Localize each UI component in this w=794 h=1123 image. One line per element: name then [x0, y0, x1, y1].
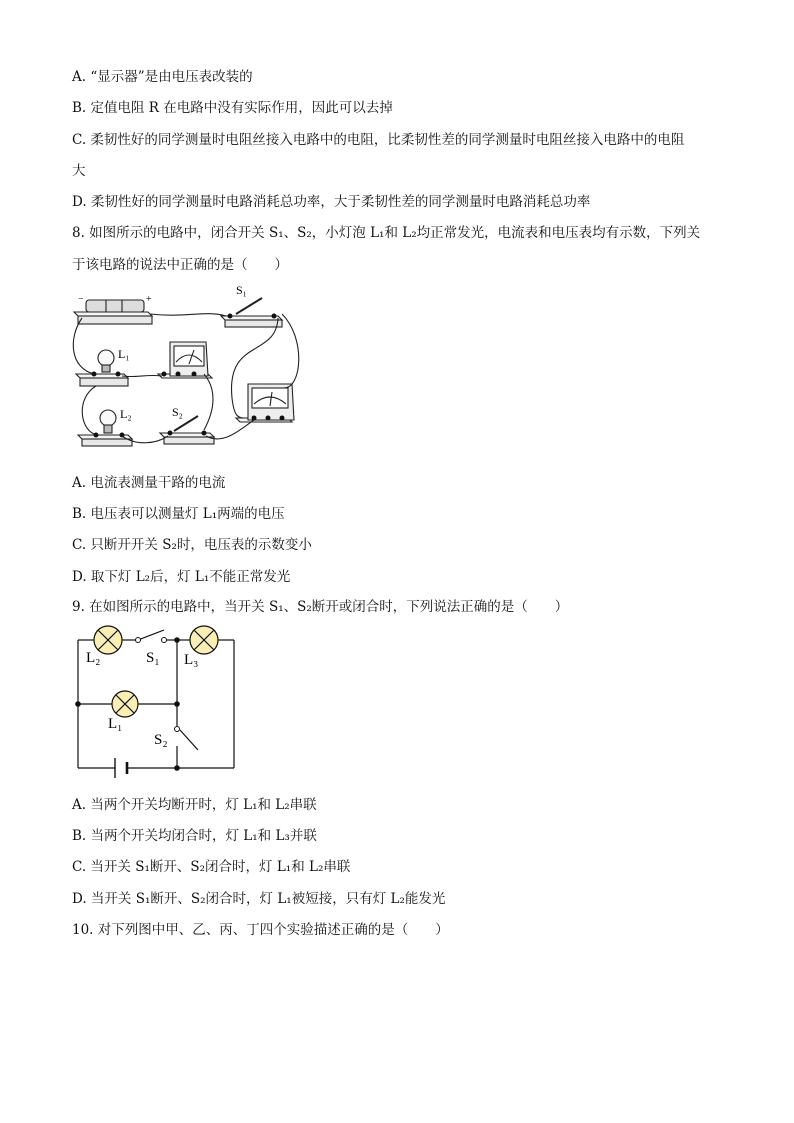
q9-option-d: D. 当开关 S₁断开、S₂闭合时，灯 L₁被短接，只有灯 L₂能发光	[72, 891, 446, 907]
q9-circuit-figure	[66, 622, 246, 780]
q8-label-l2: L₂	[120, 407, 132, 421]
q8-label-s1: S₁	[236, 283, 247, 297]
q8-circuit-figure	[66, 278, 306, 448]
q7-option-c: C. 柔韧性好的同学测量时电阻丝接入电路中的电阻，比柔韧性差的同学测量时电阻丝接入电路中的电阻	[72, 132, 685, 148]
q7-option-c-continued: 大	[72, 163, 86, 179]
lamp-l3-icon	[190, 626, 218, 654]
q8-stem-line1: 8. 如图所示的电路中，闭合开关 S₁、S₂，小灯泡 L₁和 L₂均正常发光，电流表和电压表均有示数，下列关	[72, 225, 701, 241]
q9-label-s1: S₁	[146, 650, 160, 666]
q8-label-l1: L₁	[118, 347, 130, 361]
q9-label-l2: L₂	[86, 650, 101, 666]
q7-option-b: B. 定值电阻 R 在电路中没有实际作用，因此可以去掉	[72, 100, 393, 116]
q9-label-l3: L₃	[184, 652, 199, 668]
q9-option-c: C. 当开关 S₁断开、S₂闭合时，灯 L₁和 L₂串联	[72, 859, 351, 875]
q7-option-d: D. 柔韧性好的同学测量时电路消耗总功率，大于柔韧性差的同学测量时电路消耗总功率	[72, 194, 591, 210]
q8-label-minus: −	[78, 294, 84, 305]
q8-label-plus: +	[146, 294, 152, 305]
q9-label-l1: L₁	[108, 716, 123, 732]
q8-label-s2: S₂	[172, 405, 183, 419]
q8-stem-line2: 于该电路的说法中正确的是（ ）	[72, 257, 288, 273]
lamp-l1-icon	[112, 691, 138, 717]
q8-option-a: A. 电流表测量干路的电流	[72, 475, 226, 491]
q8-option-d: D. 取下灯 L₂后，灯 L₁不能正常发光	[72, 569, 291, 585]
q10-stem: 10. 对下列图中甲、乙、丙、丁四个实验描述正确的是（ ）	[72, 922, 449, 938]
q7-option-a: A. “显示器”是由电压表改装的	[72, 69, 253, 85]
q9-stem: 9. 在如图所示的电路中，当开关 S₁、S₂断开或闭合时，下列说法正确的是（ ）	[72, 599, 569, 615]
q9-label-s2: S₂	[154, 732, 168, 748]
q8-option-c: C. 只断开开关 S₂时，电压表的示数变小	[72, 537, 312, 553]
q9-option-a: A. 当两个开关均断开时，灯 L₁和 L₂串联	[72, 797, 317, 813]
q8-option-b: B. 电压表可以测量灯 L₁两端的电压	[72, 506, 285, 522]
q9-option-b: B. 当两个开关均闭合时，灯 L₁和 L₃并联	[72, 828, 317, 844]
